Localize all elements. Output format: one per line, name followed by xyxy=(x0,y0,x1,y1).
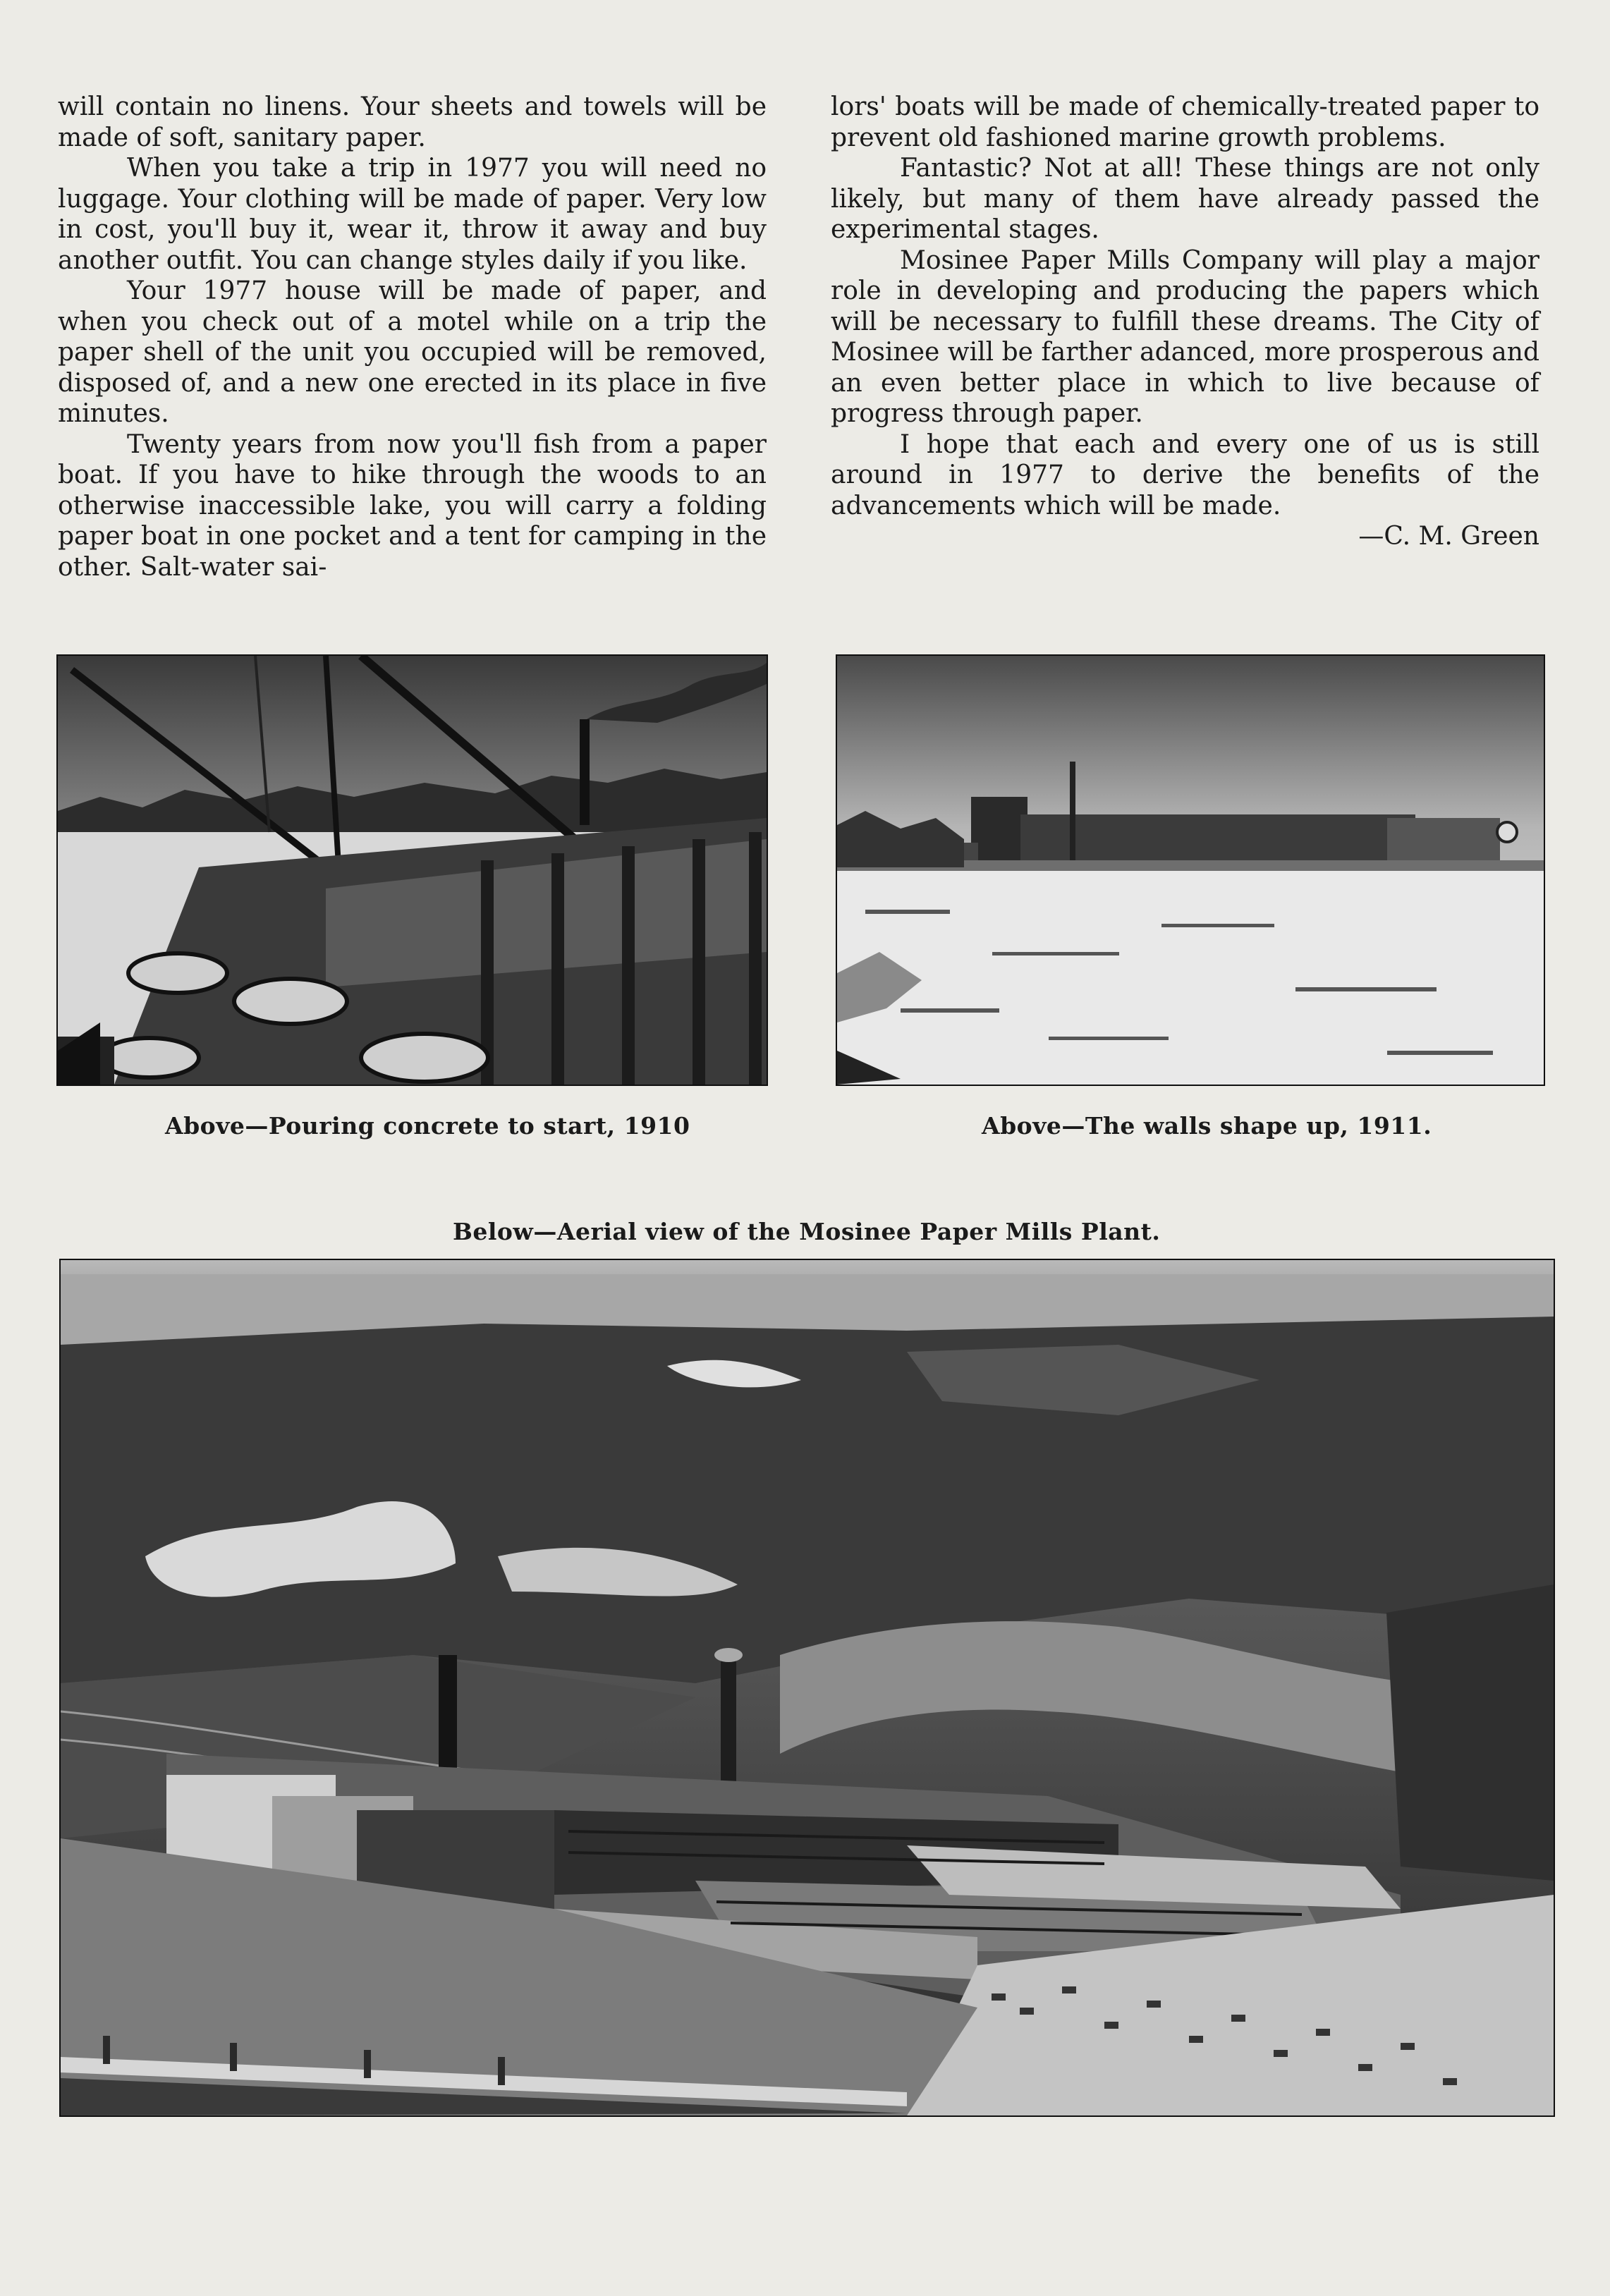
paragraph: Fantastic? Not at all! These things are not only likely, but many of them have already passed the experimental stages. xyxy=(831,154,1539,244)
caption-pouring-concrete: Above—Pouring concrete to start, 1910 xyxy=(165,1112,690,1140)
caption-walls: Above—The walls shape up, 1911. xyxy=(982,1112,1432,1140)
paragraph: lors' boats will be made of chemically-treated paper to prevent old fashioned marine growth problems. xyxy=(831,92,1539,152)
author-signature: —C. M. Green xyxy=(1358,522,1539,551)
paragraph: Twenty years from now you'll fish from a paper boat. If you have to hike through the woods to an otherwise inaccessible lake, you will carry a folding paper boat in one pocket and a tent for camping in the other. Salt-water sai- xyxy=(58,429,767,582)
article-column-left xyxy=(58,92,767,582)
photo-aerial-plant xyxy=(59,1259,1555,2117)
article-column-right xyxy=(831,92,1539,552)
caption-aerial-view: Below—Aerial view of the Mosinee Paper Mills Plant. xyxy=(453,1218,1161,1245)
paragraph: Mosinee Paper Mills Company will play a major role in developing and producing the papers which will be necessary to fulfill these dreams. The City of Mosinee will be farther adanced, more prosperous and an even better place in which to live because of progress through paper. xyxy=(831,245,1539,428)
paragraph: I hope that each and every one of us is still around in 1977 to derive the benefits of the advancements which will be made. xyxy=(831,429,1539,520)
paragraph: Your 1977 house will be made of paper, and when you check out of a motel while on a trip the paper shell of the unit you occupied will be removed, disposed of, and a new one erected in its place in five minutes. xyxy=(58,276,767,428)
paragraph: When you take a trip in 1977 you will need no luggage. Your clothing will be made of paper. Very low in cost, you'll buy it, wear it, throw it away and buy another outfit. You can change styles daily if you like. xyxy=(58,154,767,275)
photo-walls-1911 xyxy=(836,654,1545,1086)
photo-pouring-concrete xyxy=(56,654,768,1086)
paragraph: will contain no linens. Your sheets and towels will be made of soft, sanitary paper. xyxy=(58,92,767,152)
